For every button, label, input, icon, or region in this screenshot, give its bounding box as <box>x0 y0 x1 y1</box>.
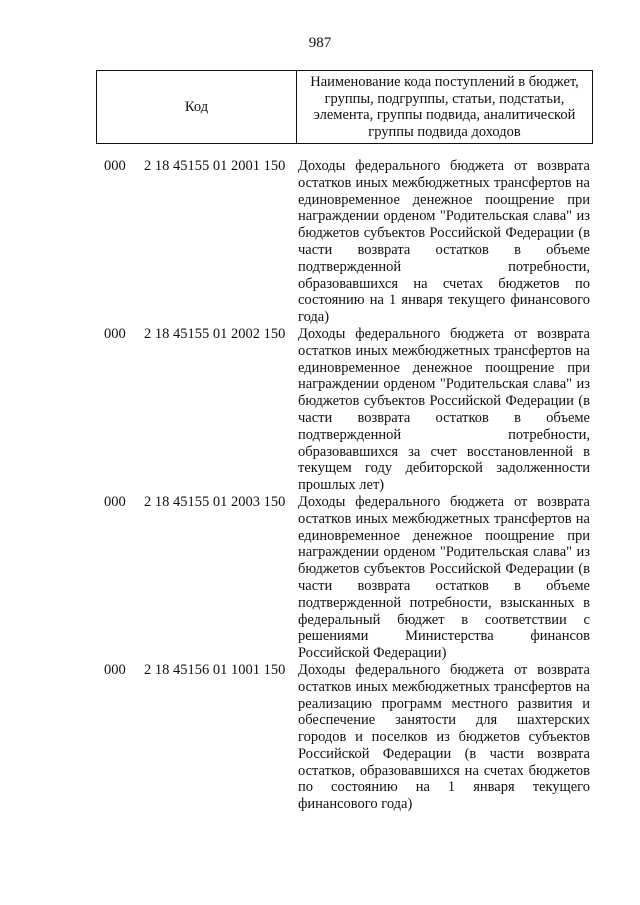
income-code: 2 18 45155 01 2002 150 <box>144 325 286 342</box>
header-code-cell: Код <box>97 71 297 143</box>
income-code: 2 18 45156 01 1001 150 <box>144 661 286 678</box>
page-number: 987 <box>308 35 332 51</box>
table-row <box>0 494 640 662</box>
income-code: 2 18 45155 01 2001 150 <box>144 158 286 174</box>
table-row <box>0 662 640 813</box>
table-body <box>0 158 640 813</box>
table-row <box>0 326 640 494</box>
header-name-cell: Наименование кода поступлений в бюджет, группы, подгруппы, статьи, подстатьи, элемента, группы подвида, аналитической группы подвида доходов <box>310 74 579 140</box>
income-code: 2 18 45155 01 2003 150 <box>144 493 286 510</box>
income-description: Доходы федерального бюджета от возврата остатков иных межбюджетных трансфертов на единовременное денежное поощрение при награждении орденом "Родительская слава" из бюджетов субъектов Российской Федерации (в части возврата остатков в объеме подтвержденной потребности, взысканных в федеральный бюджет в соответствии с решениями Министерства финансов Российской Федерации) <box>298 493 590 662</box>
income-description: Доходы федерального бюджета от возврата остатков иных межбюджетных трансфертов на реализацию программ местного развития и обеспечение занятости для шахтерских городов и поселков из бюджетов субъектов Российской Федерации (в части возврата остатков, образовавшихся на счетах бюджетов по состоянию на 1 января текущего финансового года) <box>298 661 590 813</box>
admin-code: 000 <box>104 325 126 342</box>
admin-code: 000 <box>104 493 126 510</box>
admin-code: 000 <box>104 158 126 174</box>
admin-code: 000 <box>104 661 126 678</box>
income-description: Доходы федерального бюджета от возврата остатков иных межбюджетных трансфертов на единовременное денежное поощрение при награждении орденом "Родительская слава" из бюджетов субъектов Российской Федерации (в части возврата остатков в объеме подтвержденной потребности, образовавшихся на счетах бюджетов по состоянию на 1 января текущего финансового года) <box>298 158 590 326</box>
table-header <box>96 70 593 144</box>
income-description: Доходы федерального бюджета от возврата остатков иных межбюджетных трансфертов на единовременное денежное поощрение при награждении орденом "Родительская слава" из бюджетов субъектов Российской Федерации (в части возврата остатков в объеме подтвержденной потребности, образовавшихся за счет восстановленной в текущем году дебиторской задолженности прошлых лет) <box>298 325 590 494</box>
table-row <box>0 158 640 326</box>
